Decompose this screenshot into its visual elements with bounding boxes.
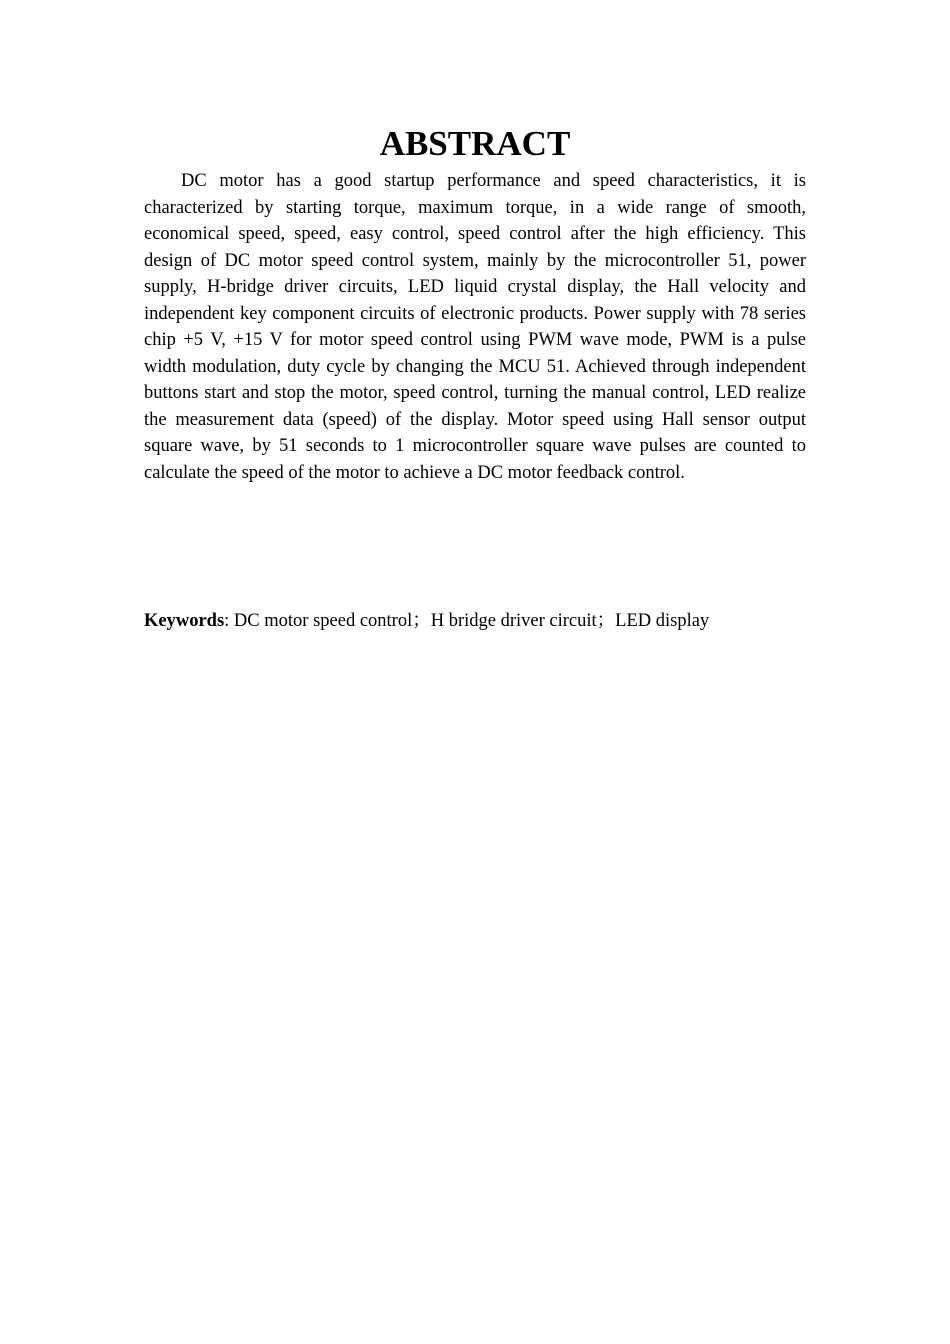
keywords-label: Keywords bbox=[144, 611, 225, 631]
abstract-title: ABSTRACT bbox=[379, 124, 571, 163]
abstract-section bbox=[144, 120, 806, 631]
abstract-body: DC motor has a good startup performance and speed characteristics, it is characterized by starting torque, maximum torque, in a wide range of smooth, economical speed, speed, easy control, speed control after the high efficiency. This design of DC motor speed control system, mainly by the microcontroller 51, power supply, H-bridge driver circuits, LED liquid crystal display, the Hall velocity and independent key component circuits of electronic products. Power supply with 78 series chip +5 V, +15 V for motor speed control using PWM wave mode, PWM is a pulse width modulation, duty cycle by changing the MCU 51. Achieved through independent buttons start and stop the motor, speed control, turning the manual control, LED realize the measurement data (speed) of the display. Motor speed using Hall sensor output square wave, by 51 seconds to 1 microcontroller square wave pulses are counted to calculate the speed of the motor to achieve a DC motor feedback control. bbox=[144, 171, 806, 483]
keywords-text: : DC motor speed control；H bridge driver circuit；LED display bbox=[224, 611, 710, 631]
keywords-line bbox=[144, 608, 806, 635]
